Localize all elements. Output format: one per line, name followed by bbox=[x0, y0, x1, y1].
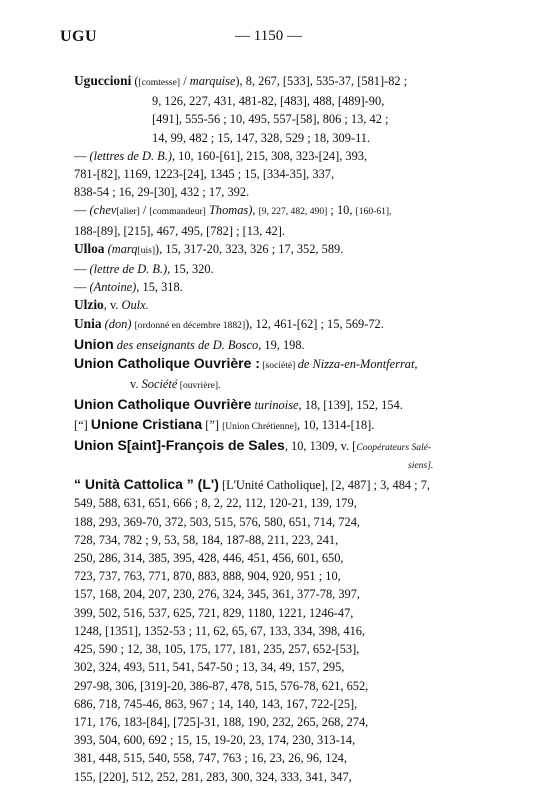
index-subentry: — (lettres de D. B.), 10, 160-[61], 215, 308, 323-[24], 393, 781-[82], 1169, 1223-[24], 1345 ; 15, [334-35], 337, 838-54 ; 16, 29-[30], 432 ; 17, 392. bbox=[74, 148, 368, 200]
index-entries bbox=[74, 72, 474, 786]
entry-headword: “ Unità Cattolica ” (L') bbox=[74, 476, 219, 493]
index-entry: Unia (don) [ordonné en décembre 1882]), 12, 461-[62] ; 15, 569-72. bbox=[74, 315, 384, 331]
entry-headword: Uguccioni bbox=[74, 73, 132, 88]
index-entry: “ Unità Cattolica ” (L') [L'Unité Catholique], [2, 487] ; 3, 484 ; 7, 549, 588, 631, 651, 666 ; 8, 2, 22, 112, 120-21, 139, 179, 188, 293, 369-70, 372, 503, 515, 576, 580, 651, 714, 724, 728, 734, 782 ; 9, 53, 58, 184, 187-88, 211, 223, 241, 250, 286, 314, 385, 395, 428, 446, 451, 456, 601, 650, 723, 737, 763, 771, 870, 883, 888, 904, 920, 951 ; 10, 157, 168, 204, 207, 230, 276, 324, 345, 361, 377-78, 397, 399, 502, 516, 537, 625, 721, 829, 1180, 1221, 1246-47, 1248, [1351], 1352-53 ; 11, 62, 65, 67, 133, 334, 398, 416, 425, 590 ; 12, 38, 105, 175, 177, 181, 235, 257, 652-[53], 302, 324, 493, 511, 541, 547-50 ; 13, 34, 49, 157, 295, 297-98, 306, [319]-20, 386-87, 478, 515, 576-78, 621, 652, 686, 718, 745-46, 863, 967 ; 14, 140, 143, 167, 722-[25], 171, 176, 183-[84], [725]-31, 188, 190, 232, 265, 268, 274, 393, 504, 600, 692 ; 15, 15, 19-20, 23, 174, 230, 313-14, 381, 448, 515, 540, 558, 747, 763 ; 16, 23, 26, 96, 124, 155, [220], 512, 252, 281, 283, 300, 324, 333, 341, 347, bbox=[74, 476, 431, 784]
entry-headword: Union Catholique Ouvrière bbox=[74, 396, 252, 413]
entry-headword: Ulzio bbox=[74, 297, 104, 313]
entry-headword: Union bbox=[74, 335, 114, 352]
index-entry: Ulzio, v. Oulx. bbox=[74, 297, 149, 313]
index-entry: Union Catholique Ouvrière : [société] de Nizza-en-Montferrat, v. Société [ouvrière]. bbox=[74, 355, 418, 392]
entry-headword: Unia bbox=[74, 315, 102, 331]
index-entry: Union des enseignants de D. Bosco, 19, 198. bbox=[74, 335, 305, 352]
index-subentry: — (Antoine), 15, 318. bbox=[74, 280, 183, 295]
index-entry: [“] Unione Cristiana [”] [Union Chrétienne], 10, 1314-[18]. bbox=[74, 415, 375, 432]
entry-headword: Union Catholique Ouvrière : bbox=[74, 355, 260, 372]
index-subentry: — (lettre de D. B.), 15, 320. bbox=[74, 262, 214, 277]
entry-headword: Ulloa bbox=[74, 240, 105, 256]
index-entry: Ulloa (marq[uis]), 15, 317-20, 323, 326 ; 17, 352, 589. bbox=[74, 240, 344, 256]
running-head: UGU bbox=[60, 28, 98, 45]
index-entry: Union Catholique Ouvrière turinoise, 18, [139], 152, 154. bbox=[74, 396, 403, 413]
index-entry: Uguccioni ([comtesse] / marquise), 8, 267, [533], 535-37, [581]-82 ; 9, 126, 227, 431, 481-82, [483], 488, [489]-90, [491], 555-56 ; 10, 495, 557-[58], 806 ; 13, 42 ; 14, 99, 482 ; 15, 147, 328, 529 ; 18, 309-11. bbox=[74, 73, 408, 145]
index-subentry: — (chev[alier] / [commandeur] Thomas), [9, 227, 482, 490] ; 10, [160-61], 188-[89], [215], 467, 495, [782] ; [13, 42]. bbox=[74, 203, 392, 238]
index-entry: Union S[aint]-François de Sales, 10, 1309, v. [Coopérateurs Salé- siens]. bbox=[74, 436, 434, 472]
page-number: — 1150 — bbox=[235, 28, 302, 44]
entry-headword: Unione Cristiana bbox=[90, 415, 203, 432]
entry-headword: Union S[aint]-François de Sales bbox=[74, 436, 285, 453]
entry-references: 8, 267, [533], 535-37, [581]-82 ; bbox=[245, 74, 408, 88]
